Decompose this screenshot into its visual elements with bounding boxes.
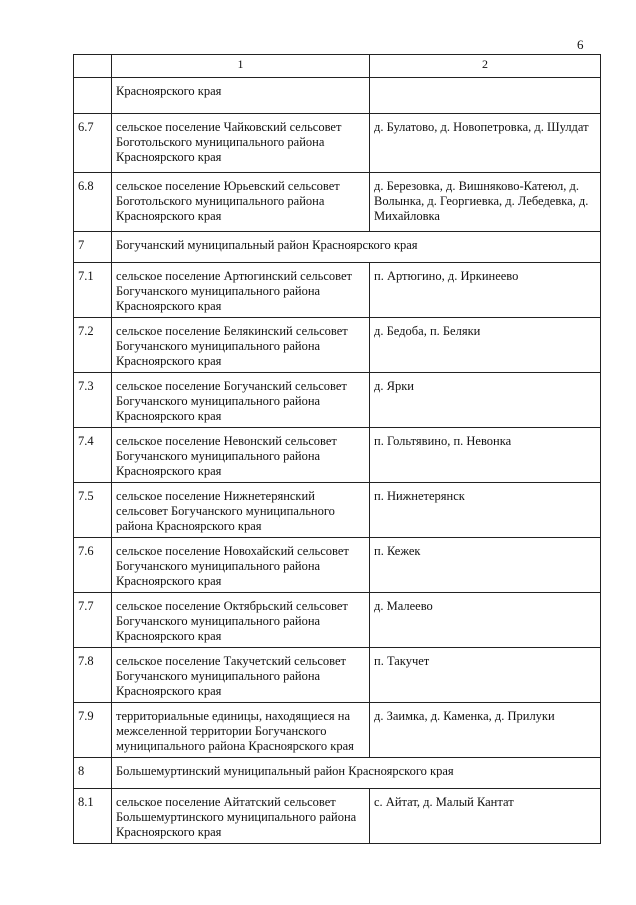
- settlements-cell: д. Березовка, д. Вишняково-Катеюл, д. Волынка, д. Георгиевка, д. Лебедевка, д. Михайловка: [370, 173, 601, 232]
- settlements-cell: п. Кежек: [370, 538, 601, 593]
- table-row: [74, 538, 601, 593]
- settlements-cell: п. Артюгино, д. Иркинеево: [370, 263, 601, 318]
- table-row: [74, 114, 601, 173]
- row-number: 7.4: [74, 428, 112, 483]
- settlements-cell: д. Заимка, д. Каменка, д. Прилуки: [370, 703, 601, 758]
- municipality-name: территориальные единицы, находящиеся на межселенной территории Богучанского муниципального района Красноярского края: [112, 703, 370, 758]
- table-row: [74, 593, 601, 648]
- table-row: [74, 263, 601, 318]
- table-row: [74, 173, 601, 232]
- district-name: Большемуртинский муниципальный район Красноярского края: [112, 758, 601, 789]
- row-number: 7.1: [74, 263, 112, 318]
- row-number: 7.6: [74, 538, 112, 593]
- row-number: 8: [74, 758, 112, 789]
- settlements-cell: п. Гольтявино, п. Невонка: [370, 428, 601, 483]
- row-number: 7.9: [74, 703, 112, 758]
- municipality-name: сельское поселение Новохайский сельсовет Богучанского муниципального района Красноярского края: [112, 538, 370, 593]
- settlements-cell: д. Бедоба, п. Беляки: [370, 318, 601, 373]
- table-row: [74, 483, 601, 538]
- table-row: [74, 373, 601, 428]
- row-number: 8.1: [74, 789, 112, 844]
- settlements-cell: д. Малеево: [370, 593, 601, 648]
- continuation-text: Красноярского края: [112, 78, 370, 114]
- settlements-cell: с. Айтат, д. Малый Кантат: [370, 789, 601, 844]
- municipality-name: сельское поселение Такучетский сельсовет Богучанского муниципального района Красноярского края: [112, 648, 370, 703]
- table-row: [74, 648, 601, 703]
- district-row: [74, 232, 601, 263]
- row-number: 7.2: [74, 318, 112, 373]
- municipality-name: сельское поселение Чайковский сельсовет Боготольского муниципального района Красноярского края: [112, 114, 370, 173]
- row-number: 7.7: [74, 593, 112, 648]
- row-number: 7.3: [74, 373, 112, 428]
- page-number: 6: [577, 37, 584, 52]
- settlements-cell: д. Ярки: [370, 373, 601, 428]
- municipality-name: сельское поселение Юрьевский сельсовет Боготольского муниципального района Красноярского края: [112, 173, 370, 232]
- table-row: [74, 789, 601, 844]
- row-number: 7.8: [74, 648, 112, 703]
- table-header-row: [74, 55, 601, 78]
- table-row: [74, 318, 601, 373]
- municipality-name: сельское поселение Артюгинский сельсовет Богучанского муниципального района Красноярского края: [112, 263, 370, 318]
- header-cell-1: 1: [112, 55, 370, 78]
- header-cell-2: 2: [370, 55, 601, 78]
- district-row: [74, 758, 601, 789]
- settlements-cell: д. Булатово, д. Новопетровка, д. Шулдат: [370, 114, 601, 173]
- table-row: [74, 703, 601, 758]
- header-cell-empty: [74, 55, 112, 78]
- row-number: 7.5: [74, 483, 112, 538]
- municipality-name: сельское поселение Богучанский сельсовет Богучанского муниципального района Красноярского края: [112, 373, 370, 428]
- municipality-name: сельское поселение Нижнетерянский сельсовет Богучанского муниципального района Красноярского края: [112, 483, 370, 538]
- settlements-cell: п. Нижнетерянск: [370, 483, 601, 538]
- municipality-name: сельское поселение Айтатский сельсовет Большемуртинского муниципального района Красноярского края: [112, 789, 370, 844]
- municipality-name: сельское поселение Белякинский сельсовет Богучанского муниципального района Красноярского края: [112, 318, 370, 373]
- row-number: [74, 78, 112, 114]
- municipality-name: сельское поселение Октябрьский сельсовет Богучанского муниципального района Красноярского края: [112, 593, 370, 648]
- settlements-cell: [370, 78, 601, 114]
- settlements-table: [73, 54, 601, 844]
- settlements-cell: п. Такучет: [370, 648, 601, 703]
- row-number: 6.7: [74, 114, 112, 173]
- table-row: [74, 428, 601, 483]
- row-number: 6.8: [74, 173, 112, 232]
- municipality-name: сельское поселение Невонский сельсовет Богучанского муниципального района Красноярского края: [112, 428, 370, 483]
- district-name: Богучанский муниципальный район Красноярского края: [112, 232, 601, 263]
- row-number: 7: [74, 232, 112, 263]
- continuation-row: [74, 78, 601, 114]
